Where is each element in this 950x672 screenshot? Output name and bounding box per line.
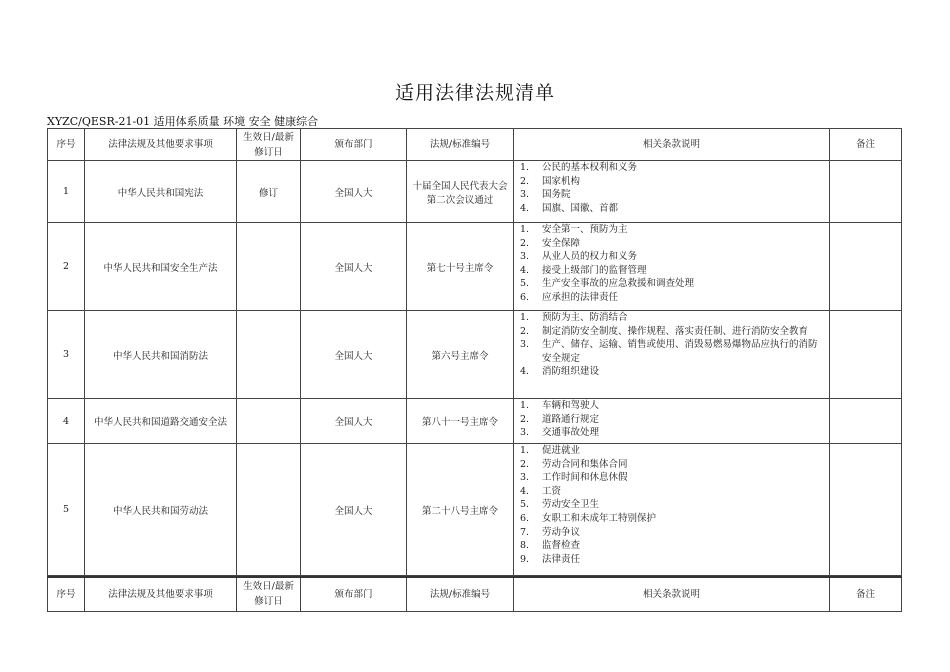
row-date	[237, 311, 301, 399]
clause-number: 3.	[520, 427, 530, 439]
clause-number: 2.	[520, 458, 530, 470]
row-code: 第六号主席令	[407, 311, 514, 399]
clause-item	[520, 188, 825, 202]
header-code: 法规/标准编号	[407, 577, 514, 611]
clause-item	[520, 485, 825, 499]
clause-number: 1.	[520, 224, 530, 235]
clause-text: 国务院	[542, 189, 571, 201]
row-seq: 1	[48, 161, 85, 223]
clause-item	[520, 539, 825, 553]
row-law-name: 中华人民共和国安全生产法	[85, 223, 237, 311]
clause-item	[520, 471, 825, 485]
row-dept: 全国人大	[301, 223, 407, 311]
header-seq: 序号	[48, 129, 85, 161]
row-code: 十届全国人民代表大会第二次会议通过	[407, 161, 514, 223]
clause-item	[520, 553, 825, 567]
clause-number: 3.	[520, 251, 530, 263]
clause-text: 劳动合同和集体合同	[542, 458, 628, 470]
clause-number: 9.	[520, 553, 530, 565]
clause-text: 道路通行规定	[542, 413, 600, 425]
clause-text: 制定消防安全制度、操作规程、落实责任制、进行消防安全教育	[542, 325, 809, 337]
header-dept: 颁布部门	[301, 129, 407, 161]
row-law-name: 中华人民共和国宪法	[85, 161, 237, 223]
row-clauses	[514, 399, 830, 444]
clause-text: 劳动安全卫生	[542, 499, 600, 511]
clause-text: 公民的基本权利和义务	[542, 162, 638, 173]
clause-number: 5.	[520, 278, 530, 290]
clause-item	[520, 175, 825, 189]
clause-text: 车辆和驾驶人	[542, 400, 600, 411]
header-date: 生效日/最新修订日	[237, 129, 301, 161]
clause-number: 8.	[520, 540, 530, 552]
clause-text: 促进就业	[542, 445, 581, 456]
clause-item	[520, 250, 825, 264]
clause-text: 安全第一、预防为主	[542, 224, 628, 235]
row-date: 修订	[237, 161, 301, 223]
clause-item	[520, 338, 825, 365]
clause-item	[520, 458, 825, 472]
row-remark	[830, 444, 902, 576]
row-date	[237, 399, 301, 444]
row-law-name: 中华人民共和国道路交通安全法	[85, 399, 237, 444]
clause-text: 国旗、国徽、首都	[542, 202, 619, 214]
table-row	[48, 444, 902, 576]
clause-number: 4.	[520, 202, 530, 214]
clause-text: 接受上级部门的监督管理	[542, 264, 647, 276]
clause-item	[520, 291, 825, 305]
clause-item	[520, 399, 825, 413]
clause-item	[520, 161, 825, 175]
clause-number: 7.	[520, 526, 530, 538]
table-row	[48, 311, 902, 399]
row-date	[237, 444, 301, 576]
row-dept: 全国人大	[301, 399, 407, 444]
table-header-row	[48, 577, 902, 611]
row-clauses	[514, 161, 830, 223]
clause-text: 生产、储存、运输、销售或使用、消毁易燃易爆物品应执行的消防安全规定	[542, 339, 818, 364]
clause-number: 3.	[520, 472, 530, 484]
row-code: 第七十号主席令	[407, 223, 514, 311]
clause-item	[520, 237, 825, 251]
table-row	[48, 399, 902, 444]
clause-item	[520, 512, 825, 526]
row-clauses	[514, 311, 830, 399]
clause-item	[520, 498, 825, 512]
clause-number: 1.	[520, 400, 530, 411]
header-law: 法律法规及其他要求事项	[85, 129, 237, 161]
clause-text: 交通事故处理	[542, 427, 600, 439]
header-remark: 备注	[830, 129, 902, 161]
clause-text: 法律责任	[542, 553, 581, 565]
clause-text: 应承担的法律责任	[542, 291, 619, 303]
clause-number: 1.	[520, 445, 530, 456]
clause-item	[520, 264, 825, 278]
clause-number: 5.	[520, 499, 530, 511]
row-dept: 全国人大	[301, 161, 407, 223]
row-remark	[830, 223, 902, 311]
row-remark	[830, 161, 902, 223]
row-law-name: 中华人民共和国消防法	[85, 311, 237, 399]
clause-number: 4.	[520, 366, 530, 378]
clause-text: 劳动争议	[542, 526, 581, 538]
document-title: 适用法律法规清单	[394, 82, 555, 104]
header-notes: 相关条款说明	[514, 577, 830, 611]
clause-item	[520, 526, 825, 540]
clause-number: 3.	[520, 339, 530, 351]
clause-number: 6.	[520, 291, 530, 303]
clause-item	[520, 426, 825, 440]
header-code: 法规/标准编号	[407, 129, 514, 161]
row-remark	[830, 399, 902, 444]
clause-item	[520, 413, 825, 427]
clause-item	[520, 202, 825, 216]
clause-text: 工资	[542, 485, 562, 497]
header-date: 生效日/最新修订日	[237, 577, 301, 611]
table-row	[48, 223, 902, 311]
clause-text: 安全保障	[542, 237, 581, 249]
row-dept: 全国人大	[301, 444, 407, 576]
clause-number: 4.	[520, 264, 530, 276]
header-law: 法律法规及其他要求事项	[85, 577, 237, 611]
clause-item	[520, 277, 825, 291]
header-seq: 序号	[48, 577, 85, 611]
clause-number: 2.	[520, 413, 530, 425]
document-code: XYZC/QESR-21-01 适用体系质量 环境 安全 健康综合	[47, 115, 319, 128]
clause-item	[520, 365, 825, 379]
row-code: 第二十八号主席令	[407, 444, 514, 576]
clause-item	[520, 311, 825, 325]
row-dept: 全国人大	[301, 311, 407, 399]
clause-number: 1.	[520, 312, 530, 323]
row-seq: 5	[48, 444, 85, 576]
regulation-table-continued-header	[47, 576, 902, 612]
clause-number: 2.	[520, 325, 530, 337]
row-code: 第八十一号主席令	[407, 399, 514, 444]
clause-number: 3.	[520, 189, 530, 201]
row-seq: 2	[48, 223, 85, 311]
clause-item	[520, 444, 825, 458]
clause-item	[520, 325, 825, 339]
clause-text: 监督检查	[542, 540, 581, 552]
row-remark	[830, 311, 902, 399]
clause-text: 消防组织建设	[542, 366, 600, 378]
clause-number: 1.	[520, 162, 530, 173]
clause-number: 6.	[520, 512, 530, 524]
table-row	[48, 161, 902, 223]
header-notes: 相关条款说明	[514, 129, 830, 161]
table-header-row	[48, 129, 902, 161]
header-dept: 颁布部门	[301, 577, 407, 611]
header-remark: 备注	[830, 577, 902, 611]
row-seq: 3	[48, 311, 85, 399]
clause-text: 从业人员的权力和义务	[542, 251, 638, 263]
clause-text: 预防为主、防消结合	[542, 312, 628, 323]
clause-text: 国家机构	[542, 175, 581, 187]
row-law-name: 中华人民共和国劳动法	[85, 444, 237, 576]
row-date	[237, 223, 301, 311]
regulation-table	[47, 128, 902, 576]
clause-text: 生产安全事故的应急救援和调查处理	[542, 278, 695, 290]
clause-number: 2.	[520, 175, 530, 187]
row-seq: 4	[48, 399, 85, 444]
clause-text: 女职工和未成年工特别保护	[542, 512, 657, 524]
row-clauses	[514, 223, 830, 311]
clause-number: 4.	[520, 485, 530, 497]
clause-item	[520, 223, 825, 237]
clause-number: 2.	[520, 237, 530, 249]
clause-text: 工作时间和休息休假	[542, 472, 628, 484]
row-clauses	[514, 444, 830, 576]
